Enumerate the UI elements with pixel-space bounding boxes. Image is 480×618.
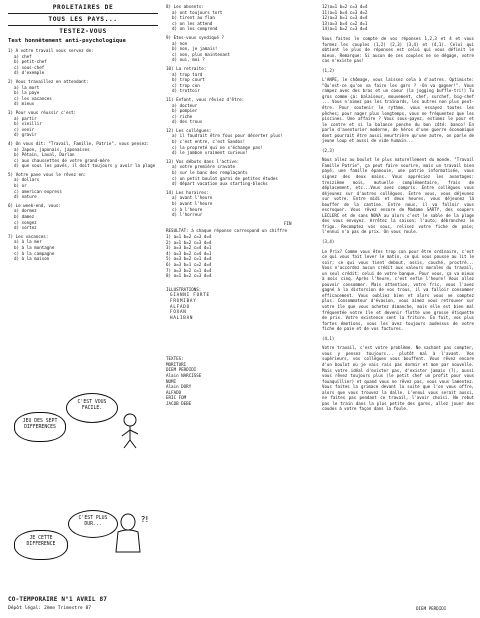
speech-bubble: JE CETTE DIFFERENCE	[14, 530, 68, 560]
answer-option: d) sortez	[14, 225, 37, 231]
answer-option: c) american express	[14, 188, 62, 194]
credit-name: GIANNI FORTE	[170, 292, 210, 298]
question-text: 6) Le week-end, vous:	[8, 202, 61, 208]
question-text: 7) Les vacances:	[8, 233, 49, 239]
score-row: 14)a=1 b=2 c=3 d=4	[322, 26, 368, 32]
question-block	[166, 128, 316, 156]
answer-option: d) oui, moi ?	[172, 57, 205, 63]
question-text: 13) Vos débuts dans l'active:	[166, 158, 240, 164]
credit-name: FROMIBAY	[170, 297, 197, 303]
question-block	[166, 159, 316, 187]
question-block	[166, 66, 316, 94]
subtitle: Test honnêtement anti-psychologique	[8, 38, 126, 44]
score-row: 2) a=1 b=2 c=3 d=4	[166, 239, 212, 245]
answer-option: d) trottoir	[172, 88, 200, 94]
texts-credits	[166, 356, 316, 406]
answer-option: d) le jambon vraiment curieux!	[172, 150, 248, 156]
masthead-line-3: TESTEZ-VOUS	[59, 28, 107, 35]
credits-label: TEXTES:	[166, 356, 184, 362]
answer-option: c) les vacances	[14, 95, 52, 101]
answer-option: c) sous-chef	[14, 64, 45, 70]
question-text: 10) La retraite:	[166, 65, 207, 71]
question-text: 11) Enfant, vous rêviez d'être:	[166, 96, 245, 102]
answer-option: b) tirent au flan	[172, 15, 215, 21]
credit-name: HALIBAN	[170, 314, 194, 320]
answer-option: d) gravir	[14, 132, 37, 138]
column-questions-2	[166, 4, 316, 407]
answer-option: a) dollars	[14, 177, 40, 183]
question-block	[166, 35, 316, 63]
question-text: 8) Les absents:	[166, 4, 204, 9]
answer-option: d) départ vacation aux starting-blocks	[172, 181, 268, 187]
result-paragraph: L'ANPE, le chômage, vous laissez cela à d'autres. Optimiste: "Qu'est-ce qu'on va faire les gars ? -On va gagner!". Vous rampez avec des bras et un coeur (la jogging buffle-tri!) Tu gros comme ça: balaiseur, mouvement, chef, surchef, big-chef ... Vous n'aimez pas les traînards, les autres non plus peut-être. Pour soutenir le rythme, vous essayez toutes les pêches; pour nager plus longtemps, vous ne fréquentez que les piscines. Une affaire ? Vous sous-payez, estimez le pour et le contre et si la balance penche du bon côté: banco! En parle d'aventurier moderne, de héros d'une guerre économique dont pourrait être aussi meurtrière qu'une autre, on parle de jeune loup et aussi de vide humain...	[322, 77, 474, 144]
answer-option: d) mieux	[14, 101, 35, 107]
question-text: 9) Etes-vous syndiqué ?	[166, 34, 224, 40]
question-block	[8, 234, 158, 262]
answer-option: d) que sous les pavés, il doit toujours y avoir la plage	[14, 163, 156, 169]
legal-deposit: Dépôt légal: 2ème Trimestre 87	[8, 606, 91, 611]
answer-option: a) dormez	[14, 208, 37, 214]
score-row: 4) a=3 b=2 c=4 d=1	[166, 250, 212, 256]
answer-option: b) sur le banc des remplaçants	[172, 170, 248, 176]
answer-option: a) trop tard	[172, 71, 203, 77]
credit-name: ALFADO	[170, 303, 190, 309]
credit-name: NUMI	[166, 378, 177, 384]
masthead	[8, 4, 158, 35]
answer-option: b) damez	[14, 214, 35, 220]
answer-option: b) vieillir	[14, 121, 42, 127]
question-text: 14) Les horaires:	[166, 189, 209, 195]
result-paragraph: Le Prix? Comme vous êtes trop con pour être ordinaire, c'est ce qui vous fait lever le matin, ce qui vous pousse au lit le soir; ce qui vous tient debout, assis, couché, prostré... Vous n'accordez aucun crédit aux valeurs morales du travail, un seul crédit: celui de votre banque. Pour vous, ça va mieux à mois cinq. Après l'heure, c'est enfin l'heure! Vous allez pouvoir consommer. Mais attention, votre fric, vous l'avez gagné à la distorsion de vos trous, il va falloir consommer efficacement. Vous oubliez bien et alors vous ne comptez plus. Consommateur d'évasion, vous aimez vous retrouver sur votre île que vous achetez dimanche, mais elle est bien mal fréquentée votre île et devenir flotte une grosse étiquette de prix. Votre existence sent la friture. En fait, vos plus fortes émotions, vous les avez toujours audessus de votre fiche de paie et de vos factures.	[322, 248, 474, 332]
score-row: 12)a=1 b=2 c=3 d=4	[322, 4, 368, 9]
question-block	[8, 79, 158, 107]
score-row: 12)a=3 b=1 c=3 d=4	[322, 15, 368, 21]
question-text: 1) A votre travail vous servez de:	[8, 48, 94, 53]
cartoon-figure-icon	[110, 410, 150, 450]
answer-option: d) l'horreur	[172, 212, 203, 218]
answer-option: b) à la montagne	[14, 245, 55, 250]
issue-title: CO-TEMPORAIRE N°1 AVRIL 87	[8, 596, 108, 603]
signature: DIEM PERDIDI	[416, 606, 447, 611]
answer-option: d) nature	[14, 194, 37, 200]
answer-option: b) la paye	[14, 90, 40, 96]
score-row: 11)a=1 b=4 c=3 d=2	[322, 9, 368, 15]
score-row: 5) a=3 b=2 c=1 d=4	[166, 256, 212, 262]
answer-option: a) ont toujours tort	[172, 9, 223, 15]
question-block	[8, 172, 158, 200]
answer-option: c) trop con	[172, 82, 200, 88]
question-text: 2) Vous travaillez en attendant:	[8, 78, 89, 84]
answer-option: b) avant l'heure	[172, 201, 213, 206]
credit-name: MORITURI	[166, 361, 187, 367]
answer-option: c) aux chaussettes de votre grand-mère	[14, 157, 110, 163]
answer-option: d) à la maison	[14, 256, 50, 262]
question-block	[166, 4, 316, 32]
speech-bubble: JEU DES SEPT DIFFERENCES	[14, 412, 66, 442]
column-results	[322, 4, 474, 416]
score-row: 1) a=1 b=2 c=3 d=4	[166, 233, 212, 239]
credit-name: ALFADO	[166, 389, 182, 395]
question-block	[166, 190, 316, 218]
credit-name: JACOB DEBE	[166, 401, 192, 407]
credit-name: Alain DORY	[166, 384, 192, 390]
credit-name: ERIC FOM	[166, 395, 187, 401]
answer-option: a) avant l'heure	[172, 195, 213, 201]
result-paragraph: (3,4)	[322, 239, 335, 245]
result-paragraph: (1,2)	[322, 67, 335, 73]
answer-option: b) pompier	[172, 108, 198, 114]
answer-option: b) non, je jamais!	[172, 46, 218, 52]
answer-option: a) docteur	[172, 102, 198, 108]
answer-option: a) non	[172, 40, 188, 46]
question-text: 4) On vous dit: "Travail, Famille, Patrie", vous pensez:	[8, 140, 150, 146]
result-paragraph: (4,1)	[322, 335, 335, 341]
answer-option: d) d'exemple	[14, 70, 45, 76]
result-paragraph: Nous allez au boulot le plus naturellement du monde. "Travail Famille Patrie", ça peut faire sourire, mais un travail bien payé, une famille épanouie, une patrie informatisée, vous signez des deux mains. Vous appréciez les avantages: treizième mois, mutuelle complémentaire, frais de déplacement, etc...Vous avez compris. Entre collègues vous déjeunez sur d'autres collègues. Entre vous, vous déjeunez sur votre. Entre midi et deux heures, vous déjeunez là bouffer de la cantine. Entre nous, il va falloir vous escroquer. Vous rêvez encore de Madame SARTY, des soupers LECLERC et de sans NOVA au alors c'est le sable de la plage des vous envoyez. Arrêtez la saison; l'auto; débranchez le frigo. Recomptez vos sous, relisez votre fiche de paie; l'ennui n'a pas de prix. On vous roule.	[322, 157, 474, 235]
question-block	[8, 110, 158, 138]
answer-option: c) à la campagne	[14, 250, 55, 256]
score-row: 6) a=3 b=1 c=2 d=4	[166, 261, 212, 267]
end-marker: FIN	[284, 220, 292, 226]
answer-option: a) Japon, japonais, japonaises	[14, 146, 90, 152]
divider	[8, 13, 158, 14]
svg-text:?!: ?!	[141, 515, 149, 524]
answer-option: c) on les attend	[172, 20, 213, 26]
result-paragraph: (2,3)	[322, 147, 335, 153]
credits-label: ILLUSTRATIONS:	[166, 286, 202, 292]
speech-bubble: C'EST VOUS FACILE.	[66, 393, 118, 423]
answer-option: b) or	[14, 183, 27, 189]
answer-option: c) non, plus maintenant	[172, 51, 230, 57]
answer-option: d) on les comprend	[172, 26, 218, 32]
answer-option: b) c'est entre, c'est Sandos!	[172, 139, 246, 145]
cartoon-figure-icon	[108, 512, 150, 556]
score-row: 3) a=3 b=2 c=4 d=1	[166, 245, 212, 251]
answer-option: a) à la mer	[14, 239, 42, 245]
question-block	[8, 141, 158, 169]
credit-name: FOXAN	[170, 309, 187, 315]
answer-option: b) petit-chef	[14, 59, 47, 65]
answer-option: a) partir	[14, 115, 37, 121]
score-title: RESULTAT: à chaque réponse correspond un chiffre	[166, 228, 288, 234]
illustrations-credits	[166, 287, 316, 321]
answer-option: c) songez	[14, 219, 37, 225]
answer-option: c) riche	[172, 113, 193, 119]
answer-option: a) la mort	[14, 84, 40, 90]
masthead-line-1: PROLETAIRES DE	[52, 4, 114, 11]
question-text: 5) Votre pave vous le rêvez en:	[8, 171, 87, 177]
answer-option: c) à l'heure	[172, 206, 203, 212]
question-block	[166, 97, 316, 125]
masthead-line-2: TOUS LES PAYS...	[48, 16, 118, 23]
speech-bubble: C'EST PLUS DUR...	[68, 510, 118, 538]
score-row: 8) a=1 b=2 c=3 d=4	[166, 273, 212, 279]
question-block	[8, 203, 158, 231]
answer-option: c) un petit boulot garni de petites études	[172, 175, 278, 181]
answer-option: a) chef	[14, 53, 32, 59]
answer-option: c) venir	[14, 126, 35, 132]
score-row: 13)a=3 b=4 c=2 d=1	[322, 20, 368, 26]
question-text: 3) Pour vous réussir c'est:	[8, 109, 77, 115]
divider	[8, 25, 158, 26]
column-questions-1	[8, 48, 158, 265]
question-text: 12) Les collègues:	[166, 127, 212, 133]
credit-name: DIEM PERDIDI	[166, 367, 197, 373]
answer-option: a) votre première cravate	[172, 164, 236, 170]
answer-option: b) trop court	[172, 77, 205, 83]
result-paragraph: Vous faites le compte de vos réponses 1,2,3 et 4 et vous formez les couples (1,2) (2,3) (3,4) et (4,1). Celui qui obtient le plus de réponses est celui qui vous définit le mieux. Remarque: Si aucun de ces couples ne se dégage, votre cas n'existe pas!	[322, 35, 474, 64]
score-row: 7) a=3 b=2 c=1 d=4	[166, 267, 212, 273]
answer-option: d) des trous	[172, 119, 203, 125]
result-paragraph: Votre travail, c'est votre problème. Ne sachant pas compter, vous y pensez toujours... plutôt mal à l'avant. Vos supérieurs, vos collègues vous bouffent. Vous rêvez encore d'un boulot où je vais rais pas dormir et mon par nouvelle. Mais votre idéal d'exister pas, d'exister jamais (?), aussi vous rêvez toujours plus (le petit chef un profit pour vous fouaquillier) et quand vous ne rêvez pas, vous vous lamentez. Vous faites la grimace devant la suite que l'on vous offre, alors que vous trouvez la dalle. L'ennui vous serait aussi, ne faites pas pendant ce travail, l'avoir choisi. Ne rebut pas le train dans la plus petite des gares, allez jouer des coudes à votre façon dans la foule.	[322, 345, 474, 412]
answer-option: c) la propreté qui ne s'échange pas!	[172, 144, 263, 150]
answer-option: b) Pétain, Laval, Darlan	[14, 152, 75, 158]
question-block	[8, 48, 158, 76]
credit-name: Alain NARCISSE	[166, 373, 202, 379]
answer-option: a) il faudrait être fous pour déserter plus!	[172, 133, 283, 139]
